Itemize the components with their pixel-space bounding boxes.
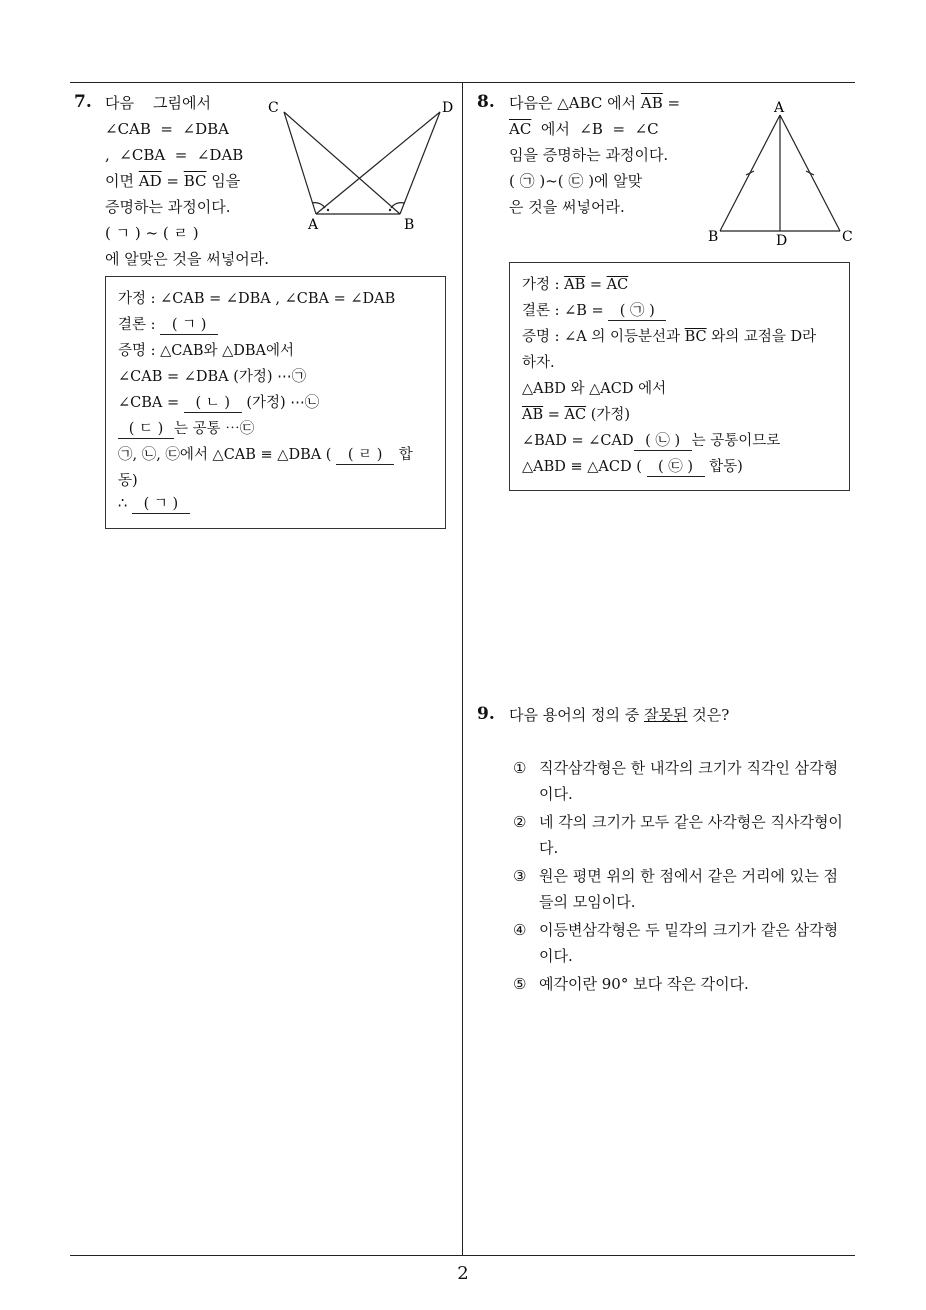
blank-circle-1: ( ㉠ ) — [608, 302, 666, 321]
option-mark: ③ — [513, 867, 527, 885]
segment-db — [400, 112, 440, 214]
q9-emphasis: 잘못된 — [644, 706, 688, 724]
q7-therefore — [118, 495, 190, 514]
q7-text: 결론 : — [118, 317, 161, 333]
tick-mark-ac — [806, 171, 814, 175]
label-d: D — [442, 100, 454, 116]
segment-cb — [284, 112, 400, 214]
q8-step-4 — [522, 455, 743, 477]
q8-text: 는 공통이므로 — [691, 433, 781, 449]
q8-segment-bc: $\overline{BC}$ — [684, 329, 707, 345]
option-mark: ① — [513, 759, 527, 777]
q7-number: 7. — [74, 92, 92, 112]
q7-step-3 — [118, 417, 254, 439]
segment-ca — [284, 112, 316, 214]
q7-text: ∴ — [118, 496, 132, 512]
q8-text: = — [662, 94, 681, 112]
q7-stem — [105, 90, 269, 272]
q8-text: = — [585, 277, 607, 293]
page-number: 2 — [457, 1263, 469, 1284]
option-text: 네 각의 크기가 모두 같은 사각형은 직사각형이 — [539, 813, 843, 831]
q7-step-1: ∠CAB = ∠DBA (가정) ⋯㉠ — [118, 369, 307, 385]
option-text-cont: 이다. — [539, 947, 573, 965]
label-c: C — [268, 100, 279, 116]
q8-stem — [509, 90, 699, 220]
segment-da — [316, 112, 440, 214]
option-text-cont: 들의 모임이다. — [539, 893, 636, 911]
q7-text: 이면 — [105, 172, 139, 190]
column-divider — [462, 83, 463, 1256]
q8-stem-line: 임을 증명하는 과정이다. — [509, 146, 669, 164]
q7-segment-bc: $\overline{BC}$ — [183, 172, 207, 190]
q7-text: ∠CBA = — [118, 395, 184, 411]
q7-proof-box — [105, 276, 446, 529]
q9-stem — [509, 702, 729, 728]
option-text: 이등변삼각형은 두 밑각의 크기가 같은 삼각형 — [539, 921, 839, 939]
q8-proof-intro — [522, 325, 816, 346]
q8-segment-ab: $\overline{AB}$ — [522, 407, 544, 423]
q7-segment-ad: $\overline{AD}$ — [138, 172, 162, 190]
q8-text: ∠BAD = ∠CAD — [522, 433, 634, 449]
q8-figure — [700, 95, 860, 250]
option-mark: ② — [513, 813, 527, 831]
q7-proof-intro: 증명 : △CAB와 △DBA에서 — [118, 343, 295, 359]
q7-stem-line: 다음 그림에서 — [105, 94, 212, 112]
q8-stem-line: 은 것을 써넣어라. — [509, 198, 625, 216]
q7-text: 임을 — [206, 172, 241, 190]
blank-circle-3: ( ㉢ ) — [647, 458, 705, 477]
q9-number: 9. — [477, 704, 495, 724]
q8-stem-line — [509, 90, 699, 116]
q8-step-1: △ABD 와 △ACD 에서 — [522, 381, 667, 397]
option-text: 직각삼각형은 한 내각의 크기가 직각인 삼각형 — [539, 759, 839, 777]
option-text: 예각이란 90° 보다 작은 각이다. — [539, 975, 749, 993]
blank-giyeok-2: ( ㄱ ) — [132, 495, 190, 514]
q7-text: (가정) ⋯㉡ — [241, 395, 320, 411]
q8-segment-ac: $\overline{AC}$ — [606, 277, 629, 293]
q8-text: 와의 교점을 D라 — [706, 329, 817, 345]
angle-dot-a — [327, 209, 329, 211]
option-text-cont: 이다. — [539, 785, 573, 803]
q7-text: 는 공통 ⋯㉢ — [174, 421, 255, 437]
blank-digeut: ( ㄷ ) — [118, 420, 174, 439]
q7-text: ㉠, ㉡, ㉢에서 △CAB ≡ △DBA ( — [118, 447, 337, 463]
q9-text: 다음 용어의 정의 중 — [509, 706, 644, 724]
option-mark: ④ — [513, 921, 527, 939]
q7-text: = — [161, 172, 184, 190]
label-b: B — [708, 229, 719, 245]
q8-segment-ac: $\overline{AC}$ — [509, 120, 532, 138]
option-text: 원은 평면 위의 한 점에서 같은 거리에 있는 점 — [539, 867, 838, 885]
q8-text: 합동) — [704, 459, 743, 475]
q8-text: 다음은 △ABC 에서 — [509, 94, 641, 112]
q8-step-3 — [522, 429, 780, 451]
label-b: B — [404, 217, 415, 232]
q8-hypothesis — [522, 273, 628, 294]
option-mark: ⑤ — [513, 975, 527, 993]
q8-text: 증명 : ∠A 의 이등분선과 — [522, 329, 685, 345]
option-text-cont: 다. — [539, 839, 559, 857]
q8-number: 8. — [477, 92, 495, 112]
q7-step-4 — [118, 443, 413, 465]
q7-step-2 — [118, 391, 319, 413]
q9-text: 것은? — [687, 706, 730, 724]
tick-mark-ab — [746, 171, 754, 175]
q7-text: 합 — [394, 447, 413, 463]
label-a: A — [774, 100, 785, 116]
q8-text: 가정 : — [522, 277, 565, 293]
label-d: D — [776, 233, 788, 249]
label-c: C — [842, 229, 853, 245]
q8-segment-ab: $\overline{AB}$ — [564, 277, 586, 293]
q7-step-4-cont: 동) — [118, 473, 138, 489]
angle-dot-b — [389, 209, 391, 211]
q8-text: △ABD ≡ △ACD ( — [522, 459, 647, 475]
q7-stem-line: ∠CAB = ∠DBA — [105, 120, 229, 138]
q8-proof-intro-cont: 하자. — [522, 355, 555, 371]
q7-conclusion — [118, 313, 218, 335]
q7-stem-line: 에 알맞은 것을 써넣어라. — [105, 250, 269, 268]
q7-stem-line — [105, 168, 265, 194]
q8-proof-box — [509, 262, 850, 491]
q7-hypothesis: 가정 : ∠CAB = ∠DBA , ∠CBA = ∠DAB — [118, 291, 396, 307]
q8-stem-line — [509, 116, 699, 142]
q8-stem-line: ( ㉠ )~( ㉢ )에 알맞 — [509, 172, 643, 190]
q7-stem-line: 증명하는 과정이다. — [105, 198, 231, 216]
blank-circle-2: ( ㉡ ) — [634, 432, 692, 451]
q7-figure — [262, 92, 462, 232]
q8-text: = — [543, 407, 565, 423]
q8-segment-ab: $\overline{AB}$ — [640, 94, 663, 112]
q8-text: (가정) — [586, 407, 631, 423]
q8-text: 결론 : ∠B = — [522, 303, 609, 319]
q7-stem-line: ( ㄱ ) ~ ( ㄹ ) — [105, 224, 199, 242]
label-a: A — [308, 217, 319, 232]
q7-stem-line: , ∠CBA = ∠DAB — [105, 146, 244, 164]
blank-rieul: ( ㄹ ) — [336, 446, 394, 465]
blank-nieun: ( ㄴ ) — [184, 394, 242, 413]
blank-giyeok: ( ㄱ ) — [160, 316, 218, 335]
q8-text: 에서 ∠B = ∠C — [531, 120, 659, 138]
q8-segment-ac: $\overline{AC}$ — [564, 407, 587, 423]
q8-conclusion — [522, 299, 666, 321]
q8-step-2 — [522, 403, 630, 424]
